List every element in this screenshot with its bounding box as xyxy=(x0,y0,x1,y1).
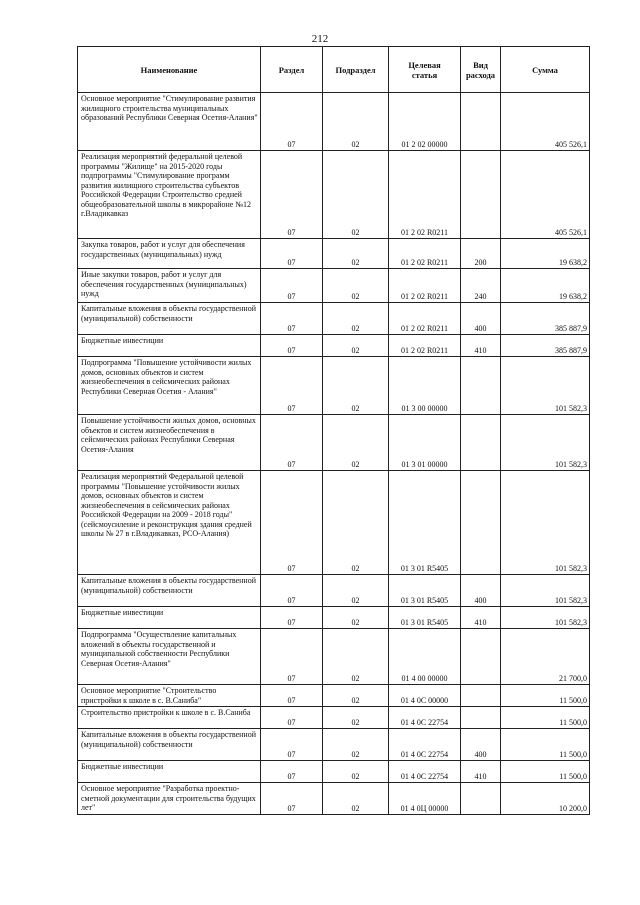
table-row xyxy=(78,415,590,471)
row-amount: 101 582,3 xyxy=(501,357,590,415)
row-amount: 10 200,0 xyxy=(501,783,590,815)
header-expense-line1: Вид xyxy=(473,59,488,70)
row-expense xyxy=(461,783,501,815)
header-amount: Сумма xyxy=(501,47,590,93)
row-section: 07 xyxy=(261,415,323,471)
row-name: Бюджетные инвестиции xyxy=(78,607,261,629)
row-section: 07 xyxy=(261,629,323,685)
row-amount: 11 500,0 xyxy=(501,729,590,761)
table-row xyxy=(78,707,590,729)
row-target: 01 2 02 R0211 xyxy=(389,151,461,239)
row-amount: 385 887,9 xyxy=(501,303,590,335)
row-subsection: 02 xyxy=(323,783,389,815)
row-section: 07 xyxy=(261,471,323,575)
row-subsection: 02 xyxy=(323,629,389,685)
row-subsection: 02 xyxy=(323,607,389,629)
row-subsection: 02 xyxy=(323,239,389,269)
row-name: Основное мероприятие "Стимулирование развития жилищного строительства муниципальных образований Республики Северная Осетия-Алания" xyxy=(78,93,261,151)
table-row xyxy=(78,629,590,685)
row-name: Бюджетные инвестиции xyxy=(78,761,261,783)
row-section: 07 xyxy=(261,761,323,783)
row-subsection: 02 xyxy=(323,685,389,707)
row-amount: 11 500,0 xyxy=(501,685,590,707)
row-target: 01 3 00 00000 xyxy=(389,357,461,415)
row-target: 01 4 0Ц 00000 xyxy=(389,783,461,815)
row-subsection: 02 xyxy=(323,729,389,761)
table-row xyxy=(78,335,590,357)
row-name: Подпрограмма "Осуществление капитальных вложений в объекты государственной и муниципальной собственности Республики Северная Осетия-Алания" xyxy=(78,629,261,685)
table-row xyxy=(78,151,590,239)
row-section: 07 xyxy=(261,269,323,303)
row-expense: 410 xyxy=(461,761,501,783)
row-target: 01 4 0С 22754 xyxy=(389,761,461,783)
row-expense: 400 xyxy=(461,729,501,761)
table-row xyxy=(78,357,590,415)
row-section: 07 xyxy=(261,707,323,729)
row-name: Строительство пристройки к школе в с. В.Саниба xyxy=(78,707,261,729)
row-section: 07 xyxy=(261,729,323,761)
row-subsection: 02 xyxy=(323,357,389,415)
table-row xyxy=(78,575,590,607)
row-target: 01 3 01 R5405 xyxy=(389,575,461,607)
row-target: 01 2 02 R0211 xyxy=(389,269,461,303)
row-target: 01 3 01 R5405 xyxy=(389,607,461,629)
row-amount: 11 500,0 xyxy=(501,707,590,729)
row-subsection: 02 xyxy=(323,471,389,575)
row-name: Основное мероприятие "Разработка проектно-сметной документации для строительства будущих лет" xyxy=(78,783,261,815)
row-target: 01 3 01 R5405 xyxy=(389,471,461,575)
row-target: 01 2 02 R0211 xyxy=(389,335,461,357)
row-target: 01 2 02 R0211 xyxy=(389,239,461,269)
row-section: 07 xyxy=(261,93,323,151)
row-expense: 240 xyxy=(461,269,501,303)
table-row xyxy=(78,93,590,151)
row-name: Реализация мероприятий федеральной целевой программы "Жилище" на 2015-2020 годы подпрограммы "Стимулирование программ развития жилищного строительства субъектов Российской Федерации Строительство средней общеобразовательной школы в микрорайоне №12 г.Владикавказ xyxy=(78,151,261,239)
row-expense: 400 xyxy=(461,303,501,335)
row-expense: 200 xyxy=(461,239,501,269)
row-target: 01 3 01 00000 xyxy=(389,415,461,471)
row-amount: 19 638,2 xyxy=(501,269,590,303)
row-amount: 405 526,1 xyxy=(501,151,590,239)
header-expense xyxy=(461,47,501,93)
row-expense xyxy=(461,151,501,239)
table-row xyxy=(78,303,590,335)
row-expense: 410 xyxy=(461,607,501,629)
row-target: 01 4 00 00000 xyxy=(389,629,461,685)
row-expense xyxy=(461,357,501,415)
row-expense xyxy=(461,93,501,151)
row-section: 07 xyxy=(261,303,323,335)
page-number: 212 xyxy=(311,33,329,45)
header-expense-line2: расхода xyxy=(465,69,496,80)
row-name: Капитальные вложения в объекты государственной (муниципальной) собственности xyxy=(78,729,261,761)
row-name: Основное мероприятие "Строительство пристройки к школе в с. В.Саниба" xyxy=(78,685,261,707)
row-section: 07 xyxy=(261,335,323,357)
table-row xyxy=(78,685,590,707)
row-target: 01 4 0С 00000 xyxy=(389,685,461,707)
row-section: 07 xyxy=(261,783,323,815)
table-row xyxy=(78,471,590,575)
table-row xyxy=(78,729,590,761)
table-row xyxy=(78,269,590,303)
row-expense: 410 xyxy=(461,335,501,357)
row-name: Иные закупки товаров, работ и услуг для обеспечения государственных (муниципальных) нужд xyxy=(78,269,261,303)
row-subsection: 02 xyxy=(323,415,389,471)
row-target: 01 2 02 R0211 xyxy=(389,303,461,335)
table-row xyxy=(78,239,590,269)
row-subsection: 02 xyxy=(323,575,389,607)
header-name: Наименование xyxy=(78,47,261,93)
row-subsection: 02 xyxy=(323,303,389,335)
row-subsection: 02 xyxy=(323,707,389,729)
header-target xyxy=(389,47,461,93)
row-section: 07 xyxy=(261,575,323,607)
row-section: 07 xyxy=(261,151,323,239)
row-target: 01 4 0С 22754 xyxy=(389,707,461,729)
header-section: Раздел xyxy=(261,47,323,93)
row-expense xyxy=(461,471,501,575)
row-name: Подпрограмма "Повышение устойчивости жилых домов, основных объектов и систем жизнеобеспечения в сейсмических районах Республики Северная Осетия - Алания" xyxy=(78,357,261,415)
row-section: 07 xyxy=(261,239,323,269)
row-amount: 11 500,0 xyxy=(501,761,590,783)
row-subsection: 02 xyxy=(323,335,389,357)
row-expense xyxy=(461,707,501,729)
row-amount: 405 526,1 xyxy=(501,93,590,151)
table-row xyxy=(78,607,590,629)
row-amount: 385 887,9 xyxy=(501,335,590,357)
row-subsection: 02 xyxy=(323,269,389,303)
row-name: Капитальные вложения в объекты государственной (муниципальной) собственности xyxy=(78,303,261,335)
table-row xyxy=(78,783,590,815)
row-subsection: 02 xyxy=(323,93,389,151)
table-row xyxy=(78,761,590,783)
header-subsection: Подраздел xyxy=(323,47,389,93)
row-name: Капитальные вложения в объекты государственной (муниципальной) собственности xyxy=(78,575,261,607)
row-target: 01 2 02 00000 xyxy=(389,93,461,151)
row-expense: 400 xyxy=(461,575,501,607)
row-amount: 101 582,3 xyxy=(501,607,590,629)
row-amount: 101 582,3 xyxy=(501,415,590,471)
row-section: 07 xyxy=(261,607,323,629)
row-target: 01 4 0С 22754 xyxy=(389,729,461,761)
header-target-line2: статья xyxy=(411,69,438,80)
row-amount: 101 582,3 xyxy=(501,575,590,607)
row-expense xyxy=(461,415,501,471)
row-name: Закупка товаров, работ и услуг для обеспечения государственных (муниципальных) нужд xyxy=(78,239,261,269)
row-subsection: 02 xyxy=(323,761,389,783)
row-expense xyxy=(461,629,501,685)
row-name: Бюджетные инвестиции xyxy=(78,335,261,357)
row-subsection: 02 xyxy=(323,151,389,239)
row-expense xyxy=(461,685,501,707)
row-name: Повышение устойчивости жилых домов, основных объектов и систем жизнеобеспечения в сейсмических районах Республики Северная Осетия-Алания xyxy=(78,415,261,471)
table-header-row xyxy=(78,47,590,93)
row-amount: 21 700,0 xyxy=(501,629,590,685)
row-name: Реализация мероприятий Федеральной целевой программы "Повышение устойчивости жилых домов, основных объектов и систем жизнеобеспечения в сейсмических районах Российской Федерации на 2009 - 2018 годы" (сейсмоусиление и реконструкция здания средней школы № 27 в г.Владикавказ, РСО-Алания) xyxy=(78,471,261,575)
header-target-line1: Целевая xyxy=(408,59,441,70)
row-amount: 19 638,2 xyxy=(501,239,590,269)
row-section: 07 xyxy=(261,357,323,415)
row-section: 07 xyxy=(261,685,323,707)
budget-table xyxy=(77,46,590,815)
row-amount: 101 582,3 xyxy=(501,471,590,575)
